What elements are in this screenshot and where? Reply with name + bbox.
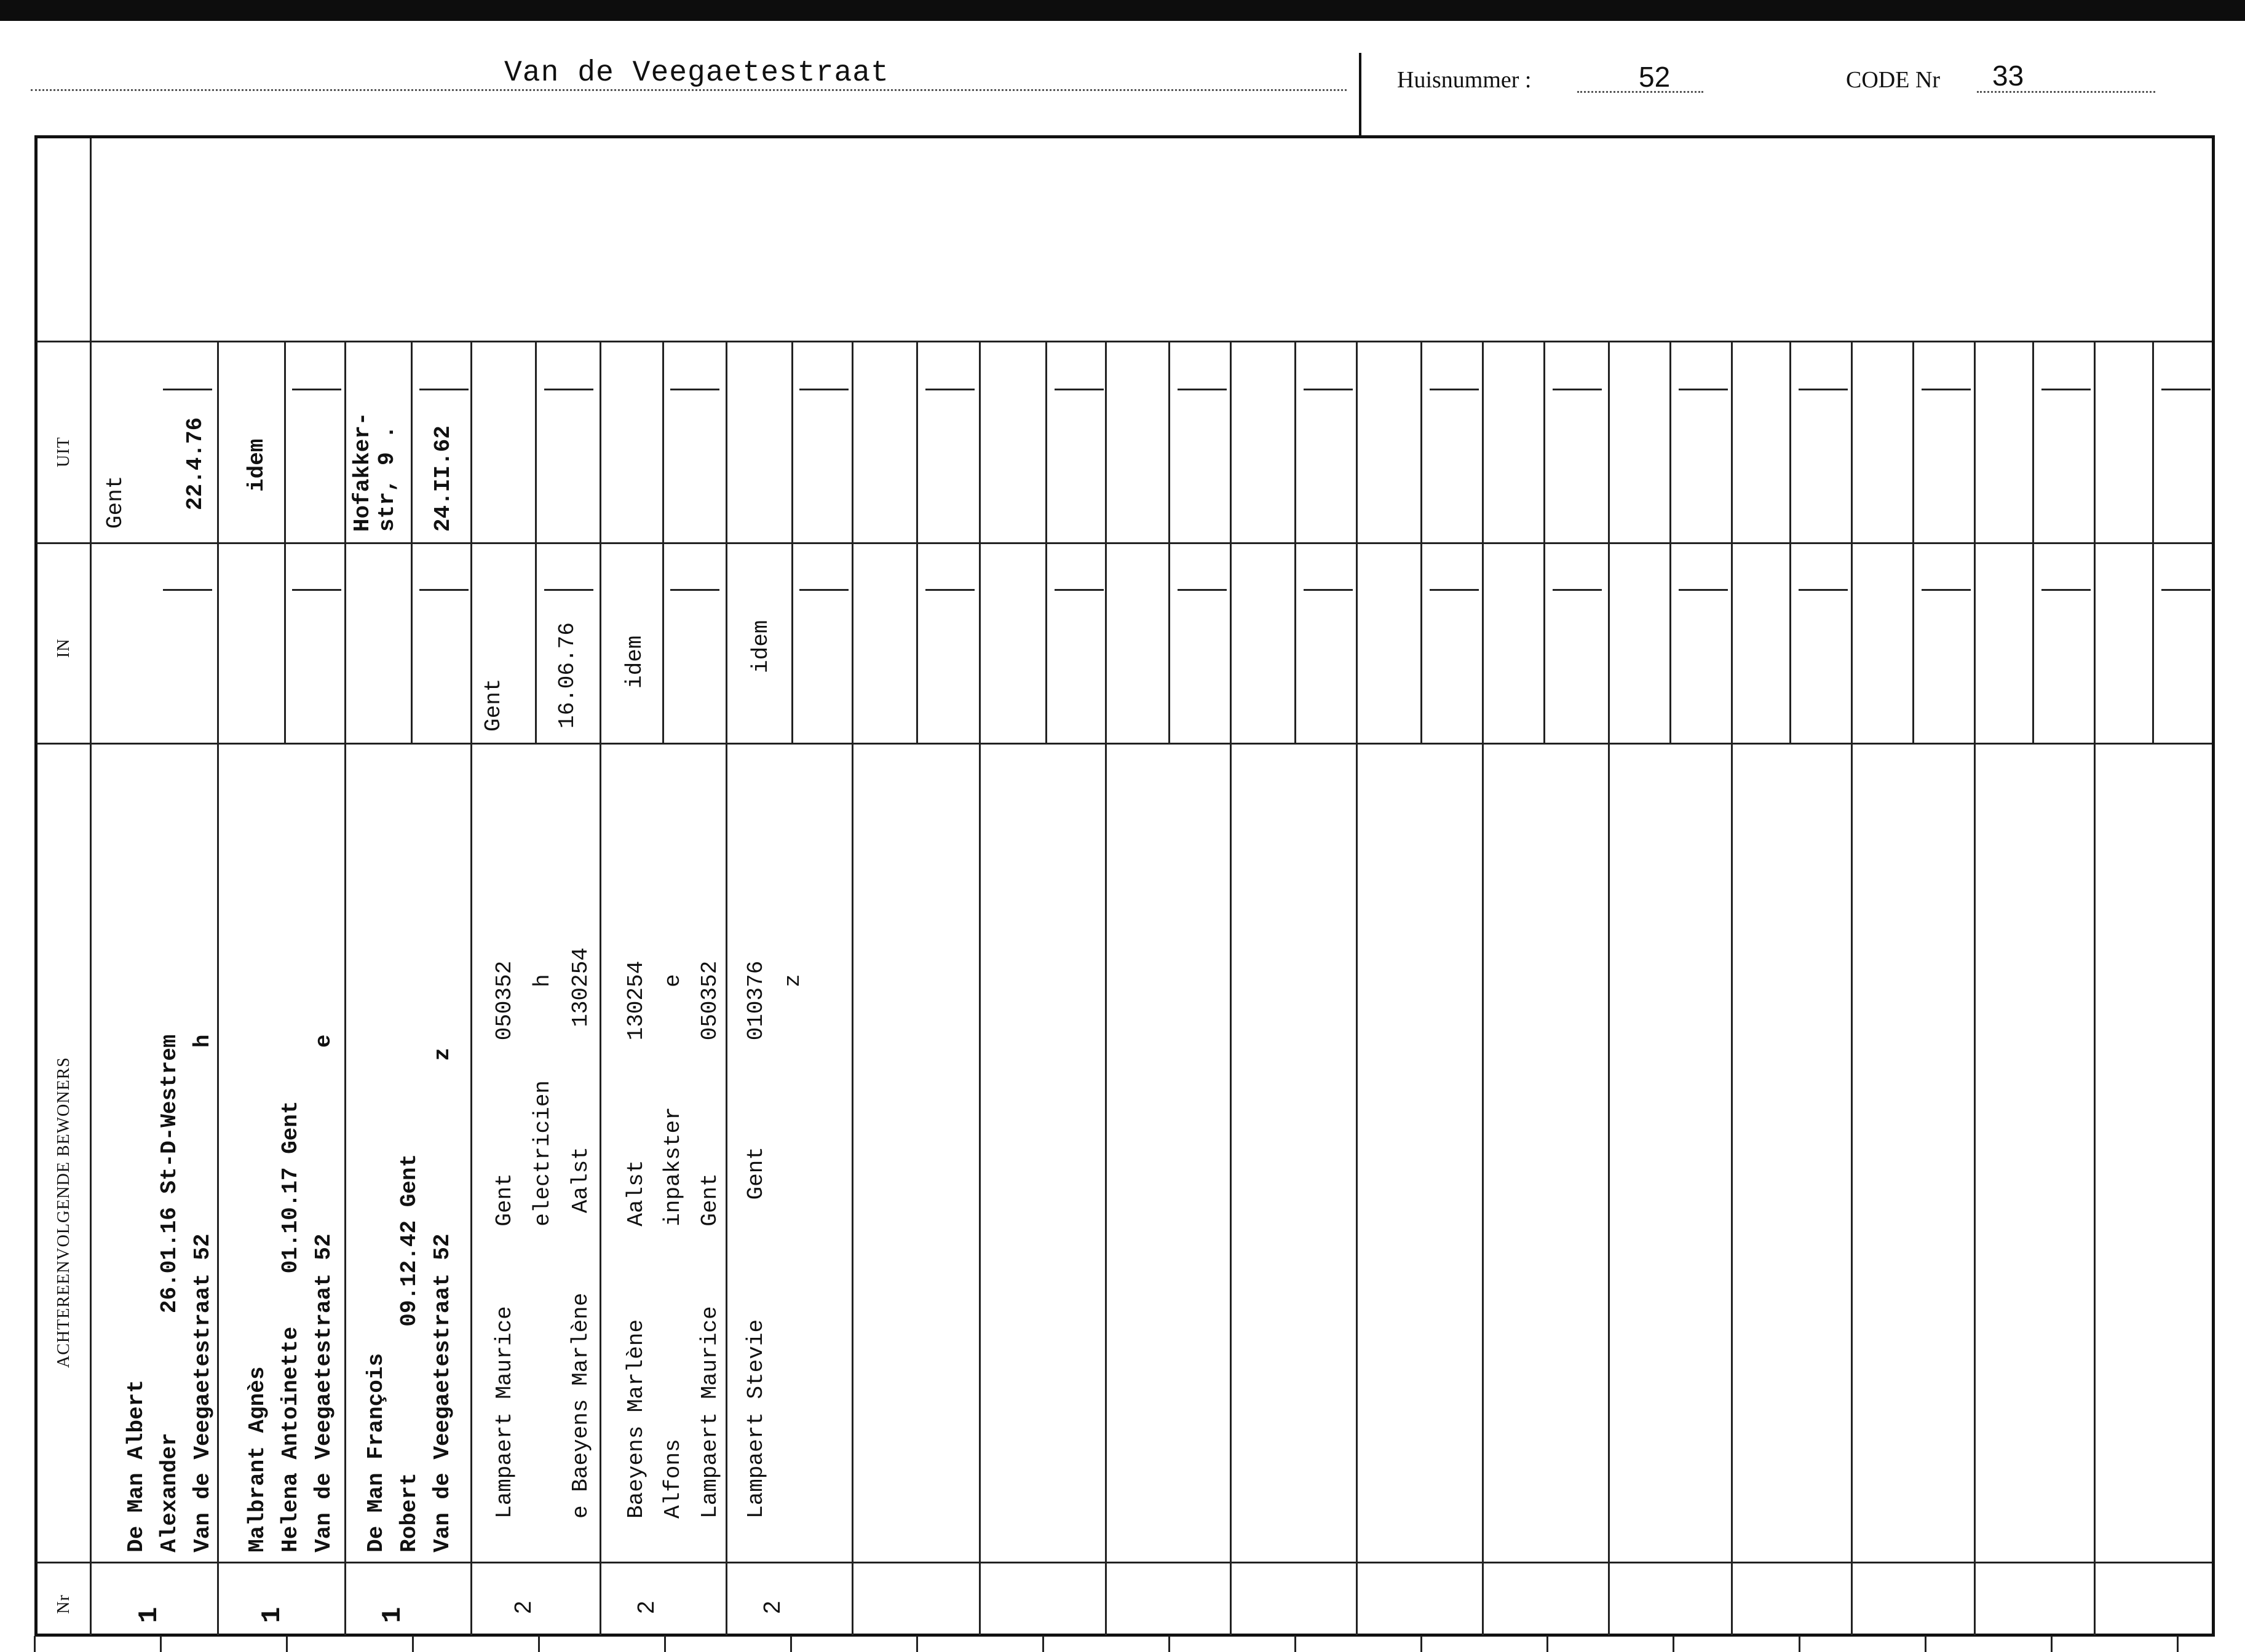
- empty-entry-dash: [1799, 389, 1848, 390]
- label-column-divider: [90, 138, 92, 1635]
- in-date-1: 16.06.76: [555, 622, 580, 729]
- bottom-tick: [916, 1636, 918, 1652]
- empty-entry-dash: [670, 389, 719, 390]
- empty-entry-dash: [1430, 389, 1479, 390]
- empty-entry-dash: [670, 589, 719, 591]
- column-divider: [852, 341, 853, 1635]
- uit-label: UIT: [54, 437, 73, 467]
- empty-entry-dash: [2041, 389, 2091, 390]
- empty-entry-dash: [163, 389, 212, 390]
- column-divider: [1482, 341, 1484, 1635]
- house-number-label: Huisnummer :: [1397, 67, 1532, 93]
- empty-entry-dash: [544, 389, 593, 390]
- bewoners-top-line: [37, 743, 2212, 745]
- empty-entry-dash: [1922, 589, 1971, 591]
- empty-entry-dash: [1430, 589, 1479, 591]
- code-dots: [1977, 91, 2155, 93]
- bottom-tick: [790, 1636, 792, 1652]
- uit-date-3: 24.II.62: [430, 425, 456, 532]
- empty-entry-dash: [1922, 389, 1971, 390]
- uit-date-1: 22.4.76: [183, 417, 208, 510]
- sub-column-divider: [284, 341, 286, 743]
- bottom-tick: [286, 1636, 288, 1652]
- bottom-tick: [2051, 1636, 2053, 1652]
- empty-entry-dash: [1799, 589, 1848, 591]
- empty-entry-dash: [1055, 589, 1104, 591]
- empty-entry-dash: [925, 389, 975, 390]
- bottom-tick: [1925, 1636, 1926, 1652]
- sub-column-divider: [1294, 341, 1296, 743]
- empty-entry-dash: [419, 589, 469, 591]
- sub-column-divider: [411, 341, 413, 743]
- bottom-tick: [2177, 1636, 2179, 1652]
- sub-column-divider: [2032, 341, 2034, 743]
- column-divider: [1608, 341, 1610, 1635]
- sub-column-divider: [1789, 341, 1791, 743]
- bottom-tick: [664, 1636, 666, 1652]
- in-place-3: idem: [748, 620, 774, 673]
- column-divider: [1356, 341, 1358, 1635]
- column-divider: [1731, 341, 1733, 1635]
- resident-entry-3: De Man François Robert 09.12.42 Gent Van de Veegaetestraat 52 z: [363, 1048, 455, 1552]
- empty-entry-dash: [1553, 589, 1602, 591]
- sub-column-divider: [1669, 341, 1671, 743]
- bottom-tick: [160, 1636, 162, 1652]
- empty-entry-dash: [292, 589, 341, 591]
- empty-entry-dash: [799, 589, 849, 591]
- empty-entry-dash: [2161, 389, 2211, 390]
- empty-entry-dash: [163, 589, 212, 591]
- column-divider: [1230, 341, 1232, 1635]
- bottom-tick: [1420, 1636, 1422, 1652]
- nr-value-4: 2: [510, 1600, 536, 1614]
- sub-column-divider: [535, 341, 537, 743]
- in-label: IN: [54, 638, 73, 658]
- bottom-tick: [1673, 1636, 1674, 1652]
- bottom-tick: [1294, 1636, 1296, 1652]
- uit-place-1: Gent: [103, 475, 128, 529]
- empty-entry-dash: [1304, 389, 1353, 390]
- uit-top-line: [90, 341, 2212, 342]
- empty-entry-dash: [1178, 389, 1227, 390]
- empty-entry-dash: [419, 389, 469, 390]
- resident-entry-6: Lampaert Stevie Gent 010376 z: [743, 960, 806, 1519]
- empty-entry-dash: [1553, 389, 1602, 390]
- empty-entry-dash: [1304, 589, 1353, 591]
- bottom-tick: [1042, 1636, 1044, 1652]
- house-number-dots: [1577, 91, 1703, 93]
- sub-column-divider: [1045, 341, 1047, 743]
- uit-place-3: Hofakker- str, 9 .: [350, 412, 400, 532]
- bottom-tick: [1168, 1636, 1170, 1652]
- bottom-tick: [538, 1636, 540, 1652]
- bottom-tick: [1546, 1636, 1548, 1652]
- resident-entry-1: De Man Albert Alexander 26.01.16 St-D-Westrem Van de Veegaetestraat 52 h: [124, 1034, 215, 1552]
- sub-column-divider: [1543, 341, 1545, 743]
- column-divider: [1974, 341, 1976, 1635]
- nr-value-3: 1: [378, 1607, 408, 1623]
- empty-entry-dash: [1178, 589, 1227, 591]
- in-top-line: [37, 542, 2212, 544]
- empty-entry-dash: [544, 589, 593, 591]
- nr-value-2: 1: [257, 1607, 288, 1623]
- sub-column-divider: [662, 341, 664, 743]
- column-divider: [1851, 341, 1853, 1635]
- uit-place-2: idem: [244, 438, 269, 492]
- column-divider: [470, 341, 472, 1635]
- resident-entry-5: Baeyens Marlène Aalst 130254 Alfons inpakster e Lampaert Maurice Gent 050352: [624, 960, 723, 1519]
- nr-value-6: 2: [759, 1600, 785, 1614]
- street-dotted-line: [31, 89, 1347, 91]
- sub-column-divider: [916, 341, 918, 743]
- column-divider: [2094, 341, 2096, 1635]
- nr-top-line: [37, 1562, 2212, 1563]
- label-line-1: [37, 341, 90, 342]
- column-divider: [344, 341, 346, 1635]
- scan-top-edge: [0, 0, 2245, 21]
- sub-column-divider: [1912, 341, 1914, 743]
- sub-column-divider: [1420, 341, 1422, 743]
- nr-value-5: 2: [633, 1600, 659, 1614]
- sub-column-divider: [2152, 341, 2154, 743]
- bottom-tick: [412, 1636, 414, 1652]
- in-place-1: Gent: [481, 678, 506, 732]
- street-name: Van de Veegaetestraat: [504, 57, 889, 90]
- empty-entry-dash: [799, 389, 849, 390]
- sub-column-divider: [1168, 341, 1170, 743]
- sub-column-divider: [791, 341, 793, 743]
- empty-entry-dash: [2161, 589, 2211, 591]
- empty-entry-dash: [292, 389, 341, 390]
- resident-entry-2: Malbrant Agnès Helena Antoinette 01.10.17 Gent Van de Veegaetestraat 52 e: [245, 1034, 336, 1552]
- empty-entry-dash: [925, 589, 975, 591]
- empty-entry-dash: [1055, 389, 1104, 390]
- nr-value-1: 1: [134, 1607, 165, 1623]
- column-divider: [979, 341, 981, 1635]
- nr-label: Nr: [54, 1594, 73, 1614]
- empty-entry-dash: [2041, 589, 2091, 591]
- resident-entry-4: Lampaert Maurice Gent 050352 electricien h e Baeyens Marlène Aalst 130254: [492, 947, 593, 1519]
- header-separator: [1359, 53, 1361, 138]
- in-place-2: idem: [622, 635, 647, 689]
- column-divider: [1105, 341, 1107, 1635]
- house-number-value: 52: [1639, 61, 1671, 93]
- bewoners-label: ACHTEREENVOLGENDE BEWONERS: [54, 1057, 73, 1368]
- bottom-tick: [34, 1636, 36, 1652]
- code-label: CODE Nr: [1846, 67, 1941, 93]
- empty-entry-dash: [1679, 589, 1728, 591]
- bottom-tick: [1799, 1636, 1800, 1652]
- code-value: 33: [1992, 60, 2024, 92]
- empty-entry-dash: [1679, 389, 1728, 390]
